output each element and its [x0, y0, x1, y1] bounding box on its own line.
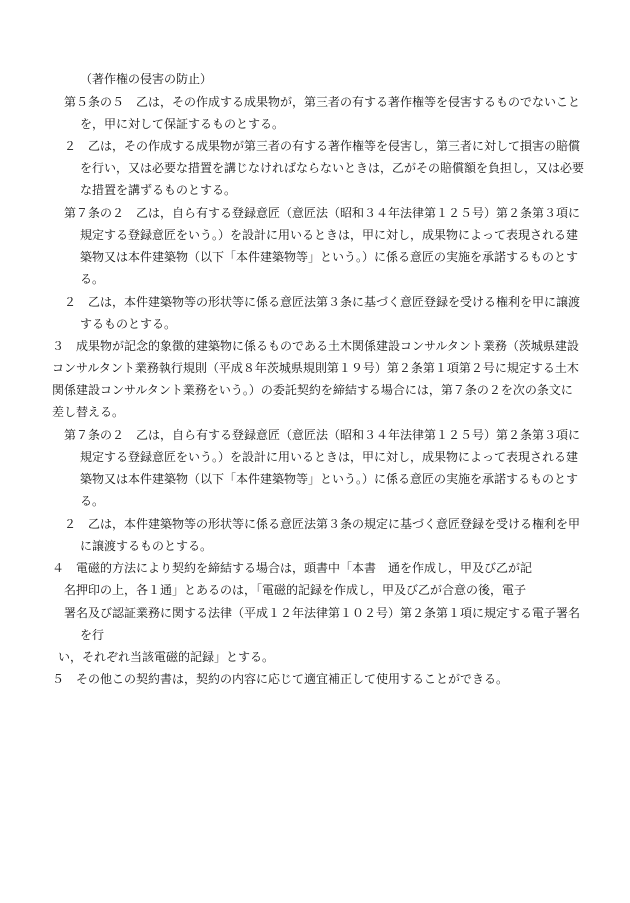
- replacement-article-7-2-line: 規定する登録意匠をいう。）を設計に用いるときは，甲に対し，成果物によって表現される建: [80, 450, 579, 464]
- section-heading: （著作権の侵害の防止）: [80, 72, 213, 86]
- replacement-article-7-2-clause-2-line: ２ 乙は，本件建築物等の形状等に係る意匠法第３条の規定に基づく意匠登録を受ける権利を甲: [64, 517, 581, 531]
- replacement-article-7-2-clause-2-line: に譲渡するものとする。: [80, 539, 213, 553]
- item-4-line: を行: [80, 628, 105, 642]
- article-7-2-line: 築物又は本件建築物（以下「本件建築物等」という。）に係る意匠の実施を承諾するものとす: [80, 250, 579, 264]
- item-3-line: ３ 成果物が記念的象徴的建築物に係るものである土木関係建設コンサルタント業務（茨城県建設: [52, 339, 579, 353]
- item-3-line: 関係建設コンサルタント業務をいう。）の委託契約を締結する場合には，第７条の２を次の条文に: [52, 383, 573, 397]
- item-4-line: い，それぞれ当該電磁的記録」とする。: [58, 650, 275, 664]
- article-7-2-line: る。: [80, 272, 105, 286]
- replacement-article-7-2-line: 第７条の２ 乙は，自ら有する登録意匠（意匠法（昭和３４年法律第１２５号）第２条第３項に: [64, 428, 581, 442]
- item-3-line: 差し替える。: [52, 405, 125, 419]
- replacement-article-7-2-line: る。: [80, 494, 105, 508]
- article-7-2-clause-2-line: ２ 乙は，本件建築物等の形状等に係る意匠法第３条に基づく意匠登録を受ける権利を甲に譲渡: [64, 295, 581, 309]
- replacement-article-7-2-line: 築物又は本件建築物（以下「本件建築物等」という。）に係る意匠の実施を承諾するものとす: [80, 472, 579, 486]
- article-5-5-line: を，甲に対して保証するものとする。: [80, 117, 285, 131]
- article-7-2-line: 第７条の２ 乙は，自ら有する登録意匠（意匠法（昭和３４年法律第１２５号）第２条第３項に: [64, 206, 581, 220]
- article-7-2-clause-2-line: するものとする。: [80, 317, 177, 331]
- item-4-line: 名押印の上，各１通」とあるのは，「電磁的記録を作成し，甲及び乙が合意の後，電子: [64, 583, 527, 597]
- item-5-line: ５ その他この契約書は，契約の内容に応じて適宜補正して使用することができる。: [52, 672, 509, 686]
- article-5-5-clause-2-line: ２ 乙は，その作成する成果物が第三者の有する著作権等を侵害し，第三者に対して損害の賠償: [64, 139, 581, 153]
- item-4-line: 署名及び認証業務に関する法律（平成１２年法律第１０２号）第２条第１項に規定する電子署名: [64, 606, 581, 620]
- item-3-line: コンサルタント業務執行規則（平成８年茨城県規則第１９号）第２条第１項第２号に規定する土木: [52, 361, 579, 375]
- article-7-2-line: 規定する登録意匠をいう。）を設計に用いるときは，甲に対し，成果物によって表現される建: [80, 228, 579, 242]
- article-5-5-clause-2-line: な措置を講ずるものとする。: [80, 183, 237, 197]
- item-4-line: ４ 電磁的方法により契約を締結する場合は，頭書中「本書 通を作成し，甲及び乙が記: [52, 561, 533, 575]
- article-5-5-clause-2-line: を行い，又は必要な措置を講じなければならないときは，乙がその賠償額を負担し，又は必要: [80, 161, 585, 175]
- article-5-5-line: 第５条の５ 乙は，その作成する成果物が，第三者の有する著作権等を侵害するものでないこと: [64, 95, 581, 109]
